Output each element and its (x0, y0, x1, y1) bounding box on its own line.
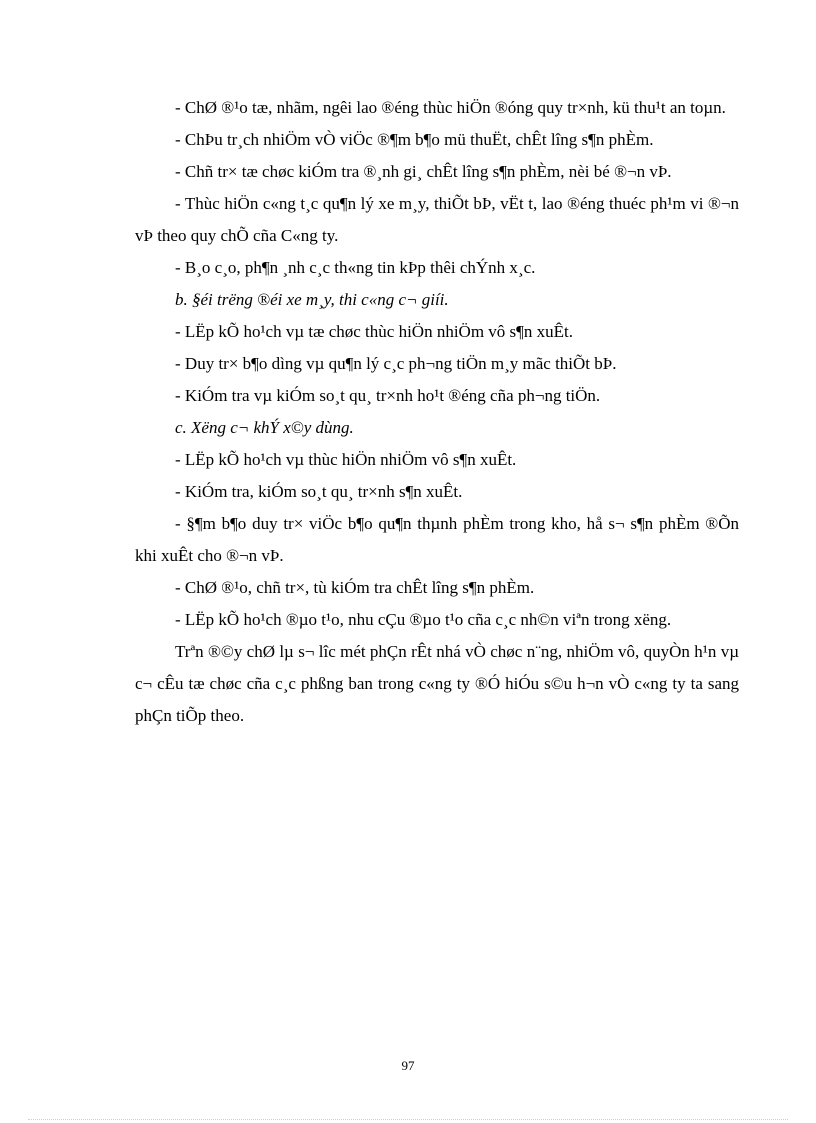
paragraph-5: - B¸o c¸o, ph¶n ¸nh c¸c th«ng tin kÞp thêi chÝnh x¸c. (175, 258, 536, 277)
paragraph-4: - Thùc hiÖn c«ng t¸c qu¶n lý xe m¸y, thiÕt bÞ, vËt t, lao ®éng thuéc ph¹m vi ®¬n vÞ theo quy chÕ cña C«ng ty. (135, 194, 739, 245)
paragraph-15: - LËp kÕ ho¹ch ®µo t¹o, nhu cÇu ®µo t¹o cña c¸c nh©n viªn trong xëng. (175, 610, 672, 629)
paragraph-2: - ChÞu tr¸ch nhiÖm vÒ viÖc ®¶m b¶o mü thuËt, chÊt lîng s¶n phÈm. (175, 130, 654, 149)
closing-paragraph: Trªn ®©y chØ lµ s¬ lîc mét phÇn rÊt nhá vÒ chøc n¨ng, nhiÖm vô, quyÒn h¹n vµ c¬ cÊu tæ chøc cña c¸c phßng ban trong c«ng ty ®Ó hiÓu s©u h¬n vÒ c«ng ty ta sang phÇn tiÕp theo. (135, 642, 739, 725)
paragraph-9: - KiÓm tra vµ kiÓm so¸t qu¸ tr×nh ho¹t ®éng cña ph¬ng tiÖn. (175, 386, 601, 405)
section-heading-b: b. §éi trëng ®éi xe m¸y, thi c«ng c¬ giíi. (175, 290, 449, 309)
paragraph-12: - KiÓm tra, kiÓm so¸t qu¸ tr×nh s¶n xuÊt. (175, 482, 463, 501)
paragraph-11: - LËp kÕ ho¹ch vµ thùc hiÖn nhiÖm vô s¶n xuÊt. (175, 450, 517, 469)
body-text (135, 92, 739, 732)
paragraph-13: - §¶m b¶o duy tr× viÖc b¶o qu¶n thµnh phÈm trong kho, hå s¬ s¶n phÈm ®Õn khi xuÊt cho ®¬n vÞ. (135, 514, 739, 565)
paragraph-14: - ChØ ®¹o, chñ tr×, tù kiÓm tra chÊt lîng s¶n phÈm. (175, 578, 535, 597)
section-heading-c: c. Xëng c¬ khÝ x©y dùng. (175, 418, 354, 437)
paragraph-7: - LËp kÕ ho¹ch vµ tæ chøc thùc hiÖn nhiÖm vô s¶n xuÊt. (175, 322, 573, 341)
paragraph-1: - ChØ ®¹o tæ, nhãm, ngêi lao ®éng thùc hiÖn ®óng quy tr×nh, kü thu¹t an toµn. (175, 98, 726, 117)
paragraph-8: - Duy tr× b¶o dìng vµ qu¶n lý c¸c ph¬ng tiÖn m¸y mãc thiÕt bÞ. (175, 354, 617, 373)
page-number: 97 (401, 1058, 415, 1073)
page-bottom-divider (28, 1119, 788, 1120)
paragraph-3: - Chñ tr× tæ chøc kiÓm tra ®¸nh gi¸ chÊt lîng s¶n phÈm, nèi bé ®¬n vÞ. (175, 162, 672, 181)
